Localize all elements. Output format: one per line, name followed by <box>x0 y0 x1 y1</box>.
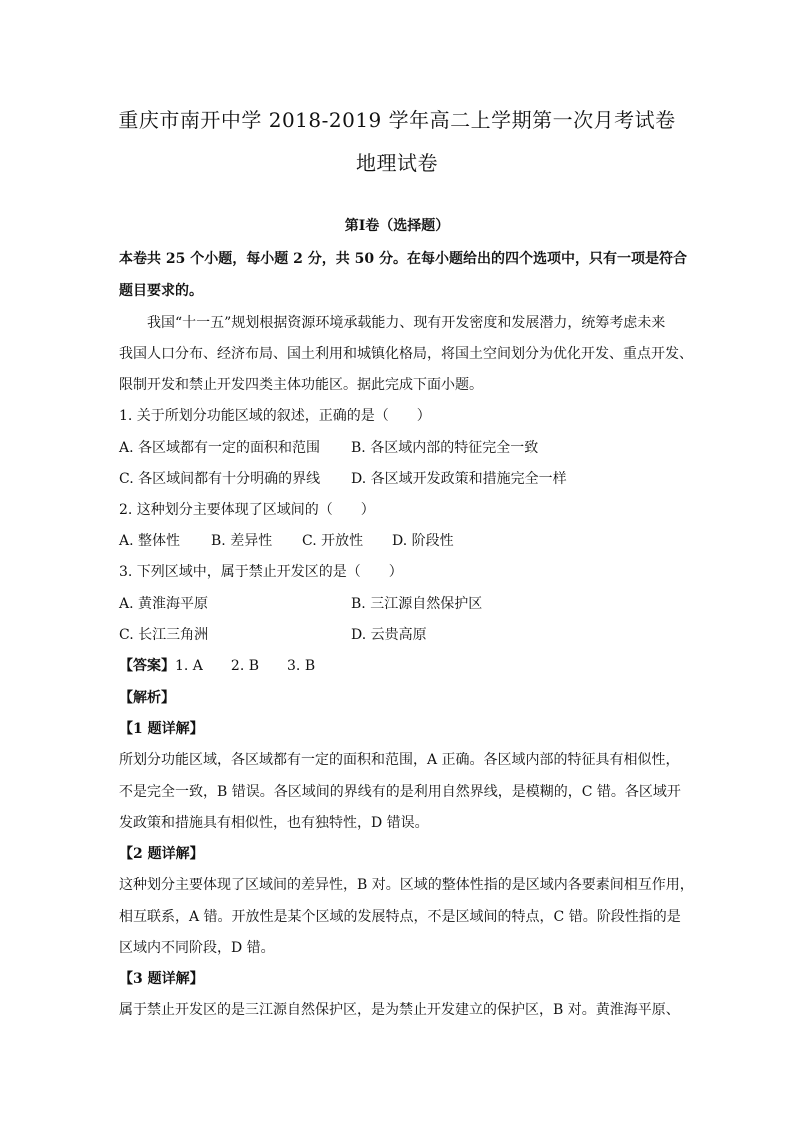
detail-1-line-3: 发政策和措施具有相似性，也有独特性，D 错误。 <box>119 815 429 831</box>
passage-line-1: 我国“十一五”规划根据资源环境承载能力、现有开发密度和发展潜力，统筹考虑未来 <box>147 315 666 331</box>
instructions-line-2: 题目要求的。 <box>119 283 203 299</box>
document-title: 重庆市南开中学 2018-2019 学年高二上学期第一次月考试卷 <box>118 108 676 132</box>
answer-label: 【答案】 <box>119 658 175 674</box>
detail-1-line-1: 所划分功能区域，各区域都有一定的面积和范围，A 正确。各区域内部的特征具有相似性， <box>119 752 680 768</box>
detail-2-line-1: 这种划分主要体现了区域间的差异性，B 对。区域的整体性指的是区域内各要素间相互作用， <box>119 877 694 893</box>
detail-3-label: 【3 题详解】 <box>119 971 204 987</box>
question-3-option-a: A. 黄淮海平原 <box>119 596 209 612</box>
question-1-option-a: A. 各区域都有一定的面积和范围 <box>119 440 321 456</box>
document-subtitle: 地理试卷 <box>356 151 438 175</box>
section-heading: 第Ⅰ卷（选择题） <box>344 218 450 234</box>
detail-2-label: 【2 题详解】 <box>119 846 204 862</box>
detail-1-label: 【1 题详解】 <box>119 721 204 737</box>
passage-line-2: 我国人口分布、经济布局、国土利用和城镇化格局，将国土空间划分为优化开发、重点开发、 <box>119 346 693 362</box>
question-2-option-a: A. 整体性 <box>119 533 181 549</box>
question-1-stem: 1. 关于所划分功能区域的叙述，正确的是（ ） <box>119 408 431 424</box>
question-2-stem: 2. 这种划分主要体现了区域间的（ ） <box>119 502 375 518</box>
question-3-option-b: B. 三江源自然保护区 <box>351 596 483 612</box>
question-1-option-b: B. 各区域内部的特征完全一致 <box>351 440 539 456</box>
question-1-option-d: D. 各区域开发政策和措施完全一样 <box>351 471 567 487</box>
instructions-line-1: 本卷共 25 个小题，每小题 2 分，共 50 分。在每小题给出的四个选项中，只有一项是符合 <box>119 251 687 267</box>
analysis-label: 【解析】 <box>119 690 175 706</box>
answer-line <box>119 655 679 675</box>
passage-line-3: 限制开发和禁止开发四类主体功能区。据此完成下面小题。 <box>119 377 483 393</box>
question-2-option-b: B. 差异性 <box>211 533 273 549</box>
question-2-option-d: D. 阶段性 <box>392 533 454 549</box>
answer-text: 1. A 2. B 3. B <box>175 658 316 674</box>
detail-1-line-2: 不是完全一致，B 错误。各区域间的界线有的是利用自然界线，是模糊的，C 错。各区域开 <box>119 784 681 800</box>
question-1-option-c: C. 各区域间都有十分明确的界线 <box>119 471 321 487</box>
detail-3-line-1: 属于禁止开发区的是三江源自然保护区，是为禁止开发建立的保护区，B 对。黄淮海平原、 <box>119 1002 680 1018</box>
detail-2-line-2: 相互联系，A 错。开放性是某个区域的发展特点，不是区域间的特点，C 错。阶段性指的是 <box>119 909 681 925</box>
detail-2-line-3: 区域内不同阶段，D 错。 <box>119 940 275 956</box>
question-3-option-c: C. 长江三角洲 <box>119 627 209 643</box>
question-3-option-d: D. 云贵高原 <box>351 627 427 643</box>
question-3-stem: 3. 下列区域中，属于禁止开发区的是（ ） <box>119 564 403 580</box>
question-2-option-c: C. 开放性 <box>302 533 364 549</box>
